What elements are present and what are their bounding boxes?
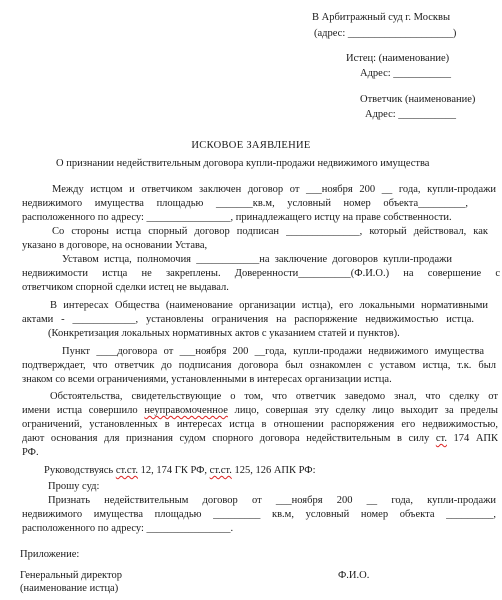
legal-basis: Руководствуясь ст.ст. 12, 174 ГК РФ, ст.ст. 125, 126 АПК РФ: bbox=[44, 465, 316, 476]
court-name: В Арбитражный суд г. Москвы bbox=[312, 12, 451, 23]
signatory-role: Генеральный директор bbox=[20, 570, 122, 581]
paragraph-1-line-2: недвижимого имущества площадью _______кв.м, условный номер объекта_________, bbox=[22, 198, 468, 209]
appendix-label: Приложение: bbox=[20, 549, 80, 560]
paragraph-6-line-5: РФ. bbox=[22, 447, 39, 458]
paragraph-1-line-3: расположенного по адресу: ________________, принадлежащего истцу на праве собственности. bbox=[22, 212, 452, 223]
paragraph-6-line-4: дают основания для признания судом спорного договора недействительным в силу ст. 174 АПК bbox=[22, 433, 498, 444]
signatory-org: (наименование истца) bbox=[20, 583, 119, 594]
paragraph-6-line-3: ограничений, установленных в интересах истца в отношении распоряжения его недвижимостью, bbox=[22, 419, 498, 430]
paragraph-6-line-2: имени истца совершило неуправомоченное лицо, совершая эту сделку лицо выходит за пределы bbox=[22, 405, 498, 416]
request-heading: Прошу суд: bbox=[48, 481, 100, 492]
signatory-fio: Ф.И.О. bbox=[338, 570, 370, 581]
paragraph-6-line-1: Обстоятельства, свидетельствующие о том, что ответчик заведомо знал, что сделку от bbox=[50, 391, 498, 402]
plaintiff-label: Истец: (наименование) bbox=[346, 53, 450, 64]
paragraph-4-line-3: (Конкретизация локальных нормативных актов с указанием статей и пунктов). bbox=[48, 328, 400, 339]
request-line-2: недвижимого имущества площадью _________ кв.м, условный номер объекта _________, bbox=[22, 509, 496, 520]
paragraph-5-line-2: подтверждает, что ответчик до подписания договора был ознакомлен с уставом истца, т.к. был bbox=[22, 360, 496, 371]
spellcheck-word: ст.ст. bbox=[209, 465, 232, 476]
paragraph-2-line-1: Со стороны истца спорный договор подписан ______________, который действовал, как bbox=[52, 226, 488, 237]
court-address: (адрес: ____________________) bbox=[314, 28, 457, 39]
defendant-label: Ответчик (наименование) bbox=[360, 94, 476, 105]
request-line-3: расположенного по адресу: ________________. bbox=[22, 523, 234, 534]
paragraph-5-line-1: Пункт ____договора от ___ноября 200 __года, купли-продажи недвижимого имущества bbox=[62, 346, 484, 357]
paragraph-3-line-3: ответчиком спорной сделки истец не выдавал. bbox=[22, 282, 229, 293]
paragraph-4-line-2: актами - ____________, установлены ограничения на распоряжение недвижимостью истца. bbox=[22, 314, 474, 325]
paragraph-5-line-3: знаком со всеми ограничениями, установленными в интересах организации истца. bbox=[22, 374, 392, 385]
paragraph-3-line-2: недвижимости истца не закреплены. Доверенности__________(Ф.И.О.) на совершение с bbox=[22, 268, 500, 279]
spellcheck-word: неуправомоченное bbox=[144, 405, 228, 416]
plaintiff-address: Адрес: ___________ bbox=[360, 68, 452, 79]
spellcheck-word: ст. bbox=[435, 433, 447, 444]
request-line-1: Признать недействительным договор от ___ноября 200 __ года, купли-продажи bbox=[48, 495, 496, 506]
paragraph-4-line-1: В интересах Общества (наименование организации истца), его локальными нормативными bbox=[50, 300, 488, 311]
paragraph-2-line-2: указано в договоре, на основании Устава, bbox=[22, 240, 208, 251]
paragraph-3-line-1: Уставом истца, полномочия ____________на заключение договоров купли-продажи bbox=[62, 254, 452, 265]
document-title: ИСКОВОЕ ЗАЯВЛЕНИЕ bbox=[191, 140, 311, 151]
paragraph-1-line-1: Между истцом и ответчиком заключен договор от ___ноября 200 __ года, купли-продажи bbox=[52, 184, 496, 195]
document-subtitle: О признании недействительным договора купли-продажи недвижимого имущества bbox=[56, 158, 430, 169]
defendant-address: Адрес: ___________ bbox=[365, 109, 457, 120]
spellcheck-word: ст.ст. bbox=[115, 465, 138, 476]
